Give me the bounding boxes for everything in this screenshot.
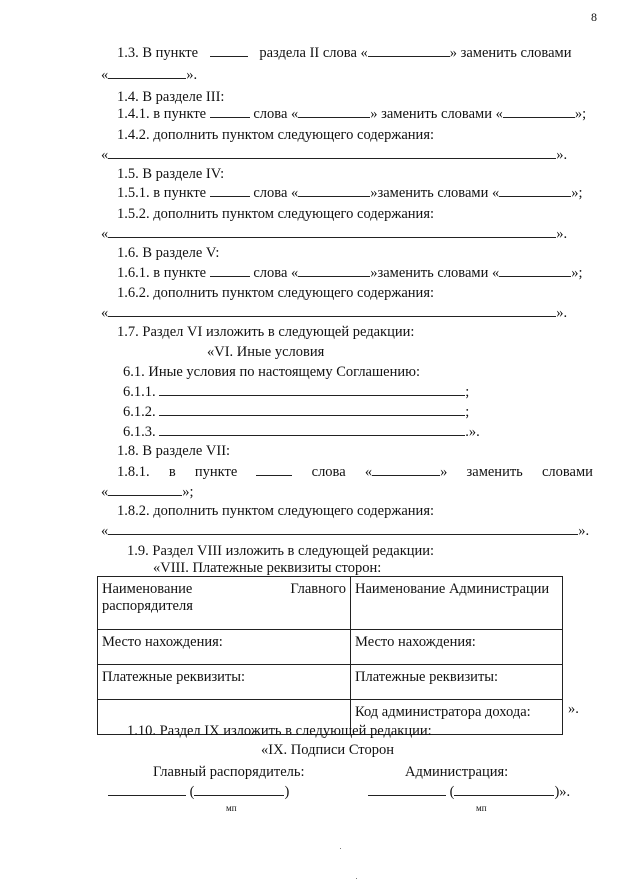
item-1-8: 1.8. В разделе VII: — [117, 443, 231, 459]
item-1-6: 1.6. В разделе V: — [117, 245, 220, 261]
table-cell — [98, 577, 351, 630]
cell-text: Место нахождения: — [355, 634, 476, 650]
signature-blank — [368, 783, 446, 796]
cell-text: Наименование Администрации — [355, 581, 550, 597]
blank — [108, 66, 186, 79]
sig-left-label: Главный распорядитель: — [153, 764, 305, 780]
page-number: 8 — [591, 10, 597, 24]
blank — [108, 146, 556, 159]
table-cell — [98, 630, 351, 665]
name-blank — [454, 783, 554, 796]
blank — [108, 522, 578, 535]
table-closing: ». — [568, 701, 579, 717]
blank — [159, 423, 465, 436]
item-1-3: 1.3. В пункте раздела II слова « » заменить словами — [117, 45, 572, 61]
item-1-4-2-line: « ». — [101, 147, 568, 163]
item-1-5-2-line: « ». — [101, 226, 568, 242]
signature-blank — [108, 783, 186, 796]
item-1-4-2: 1.4.2. дополнить пунктом следующего содержания: — [117, 127, 435, 143]
blank — [499, 184, 571, 197]
table-row — [98, 665, 563, 700]
blank — [108, 304, 556, 317]
section-9-title: «IX. Подписи Сторон — [261, 742, 394, 758]
blank — [298, 264, 370, 277]
item-1-8-2-line: « ». — [101, 523, 590, 539]
cell-text: распорядителя — [102, 598, 193, 614]
item-1-8-2: 1.8.2. дополнить пунктом следующего содержания: — [117, 503, 435, 519]
table-row — [98, 577, 563, 630]
table-cell — [351, 665, 563, 700]
stamp-place-left: мп — [226, 803, 237, 813]
item-1-7: 1.7. Раздел VI изложить в следующей редакции: — [117, 324, 415, 340]
scan-speck — [356, 878, 357, 879]
blank — [159, 403, 465, 416]
item-1-8-1: 1.8.1. в пункте слова « » заменить словами — [117, 464, 593, 480]
cell-text: Главного — [290, 581, 346, 597]
blank — [499, 264, 571, 277]
table-cell — [98, 665, 351, 700]
table-cell — [351, 577, 563, 630]
cell-text: Платежные реквизиты: — [355, 669, 499, 685]
cell-text: Код администратора дохода: — [355, 704, 531, 720]
cell-text: Платежные реквизиты: — [102, 669, 246, 685]
stamp-place-right: мп — [476, 803, 487, 813]
blank — [210, 44, 248, 57]
blank — [159, 383, 465, 396]
blank — [210, 105, 250, 118]
item-1-5: 1.5. В разделе IV: — [117, 166, 225, 182]
sig-left-line: ( ) — [108, 783, 289, 801]
item-1-6-2-line: « ». — [101, 305, 568, 321]
sig-right-line: ( )». — [368, 783, 570, 801]
blank — [108, 483, 182, 496]
item-1-9: 1.9. Раздел VIII изложить в следующей редакции: — [127, 543, 435, 559]
item-1-5-1: 1.5.1. в пункте слова « »заменить словами « »; — [117, 185, 583, 201]
section-8-title: «VIII. Платежные реквизиты сторон: — [153, 560, 382, 576]
cell-text: Место нахождения: — [102, 634, 223, 650]
requisites-table — [97, 576, 563, 735]
blank — [108, 225, 556, 238]
item-1-3-cont: « ». — [101, 67, 198, 83]
section-6-1: 6.1. Иные условия по настоящему Соглашению: — [123, 364, 420, 380]
section-6-1-1: 6.1.1. ; — [123, 384, 470, 400]
item-1-6-1: 1.6.1. в пункте слова « »заменить словами « »; — [117, 265, 583, 281]
section-6-1-3: 6.1.3. .». — [123, 424, 480, 440]
table-row — [98, 630, 563, 665]
blank — [372, 463, 440, 476]
blank — [210, 264, 250, 277]
item-1-4: 1.4. В разделе III: — [117, 89, 225, 105]
sig-right-label: Администрация: — [405, 764, 509, 780]
scan-speck — [340, 848, 341, 849]
blank — [256, 463, 292, 476]
item-1-8-1-cont: « »; — [101, 484, 194, 500]
item-1-10: 1.10. Раздел IX изложить в следующей редакции: — [127, 723, 432, 739]
blank — [298, 184, 370, 197]
name-blank — [194, 783, 284, 796]
item-1-6-2: 1.6.2. дополнить пунктом следующего содержания: — [117, 285, 435, 301]
cell-text: Наименование — [102, 581, 193, 597]
blank — [368, 44, 450, 57]
blank — [210, 184, 250, 197]
section-6-1-2: 6.1.2. ; — [123, 404, 470, 420]
blank — [298, 105, 370, 118]
item-1-4-1: 1.4.1. в пункте слова « » заменить словами « »; — [117, 106, 587, 122]
section-6-title: «VI. Иные условия — [207, 344, 325, 360]
table-cell — [351, 630, 563, 665]
item-1-5-2: 1.5.2. дополнить пунктом следующего содержания: — [117, 206, 435, 222]
blank — [503, 105, 575, 118]
